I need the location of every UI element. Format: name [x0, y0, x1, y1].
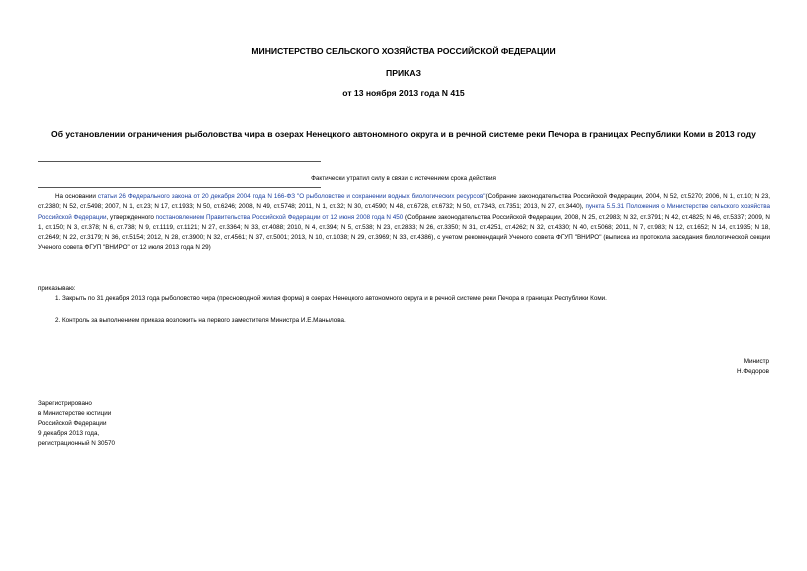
regulation-link-5531[interactable]: пункта 5.5.31 Положения о Министерстве сельского хозяйства Российской Федерации — [38, 203, 770, 221]
document-title: Об установлении ограничения рыболовства чира в озерах Ненецкого автономного округа и в речной системе реки Печора в границах Республики Коми в 2013 году — [51, 129, 756, 139]
basis-text-3: , утвержденного — [106, 213, 156, 221]
registration-line-3: Российской Федерации — [38, 420, 107, 427]
basis-paragraph — [38, 192, 770, 254]
registration-line-4: 9 декабря 2013 года, — [38, 430, 100, 437]
law-link-fz166[interactable]: статьи 26 Федерального закона от 20 декабря 2004 года N 166-ФЗ "О рыболовстве и сохранении водных биологических ресурсов" — [97, 193, 486, 200]
basis-text-1: На основании — [55, 193, 98, 200]
registration-line-2: в Министерстве юстиции — [38, 410, 112, 417]
document-type: ПРИКАЗ — [386, 68, 421, 78]
registration-line-1: Зарегистрировано — [38, 400, 92, 407]
divider-bottom — [38, 187, 321, 188]
divider-top — [38, 161, 321, 162]
registration-block — [38, 399, 115, 449]
order-word: приказываю: — [38, 285, 76, 292]
basis-text-2: (Собрание законодательства Российской Федерации, 2004, N 52, ст.5270; 2006, N 1, ст.10; N 23, ст.2380; N 52, ст.5498; 2007, N 1, ст.23; N 17, ст.1933; N 50, ст.6246; 2008, N 49, ст.5748; 2011, N 1, ст.32; N 30, ст.4590; N 48, ст.6728, ст.6732; N 50, ст.7343, ст.7351; 2013, N 27, ст.3440), — [38, 193, 770, 211]
ministry-name: МИНИСТЕРСТВО СЕЛЬСКОГО ХОЗЯЙСТВА РОССИЙСКОЙ ФЕДЕРАЦИИ — [251, 46, 556, 56]
government-decree-link-450[interactable]: постановлением Правительства Российской Федерации от 12 июня 2008 года N 450 — [155, 213, 404, 221]
document-date-number: от 13 ноября 2013 года N 415 — [342, 88, 465, 98]
order-item-1: 1. Закрыть по 31 декабря 2013 года рыболовство чира (пресноводной жилая форма) в озерах Ненецкого автономного округа и в речной системе реки Печора в границах Республики Коми. — [55, 295, 607, 302]
signer-position: Министр — [743, 358, 769, 365]
basis-text-4: (Собрание законодательства Российской Федерации, 2008, N 25, ст.2983; N 32, ст.3791; N 42, ст.4825; N 46, ст.5337; 2009, N 1, ст.150; N 3, ст.378; N 6, ст.738; N 9, ст.1119, ст.1121; N 27, ст.3364; N 33, ст.4088; 2010, N 4, ст.394; N 5, ст.538; N 23, ст.2833; N 26, ст.3350; N 31, ст.4251, ст.4262; N 32, ст.4330; N 40, ст.5068; 2011, N 7, ст.983; N 12, ст.1652; N 14, ст.1935; N 18, ст.2649; N 22, ст.3179; N 36, ст.5154; 2012, N 28, ст.3900; N 32, ст.4561; N 37, ст.5001; 2013, N 10, ст.1038; N 29, ст.3969; N 33, ст.4386), с учетом рекомендаций Ученого совета ФГУП "ВНИРО" (выписка из протокола заседания биологической секции Ученого совета ФГУП "ВНИРО" от 12 июля 2013 года N 29) — [38, 213, 770, 252]
status-note: Фактически утратил силу в связи с истечением срока действия — [311, 175, 496, 182]
registration-line-5: регистрационный N 30570 — [38, 440, 116, 447]
order-item-2: 2. Контроль за выполнением приказа возложить на первого заместителя Министра И.Е.Манылова. — [55, 317, 346, 324]
signer-name: Н.Федоров — [737, 368, 769, 375]
